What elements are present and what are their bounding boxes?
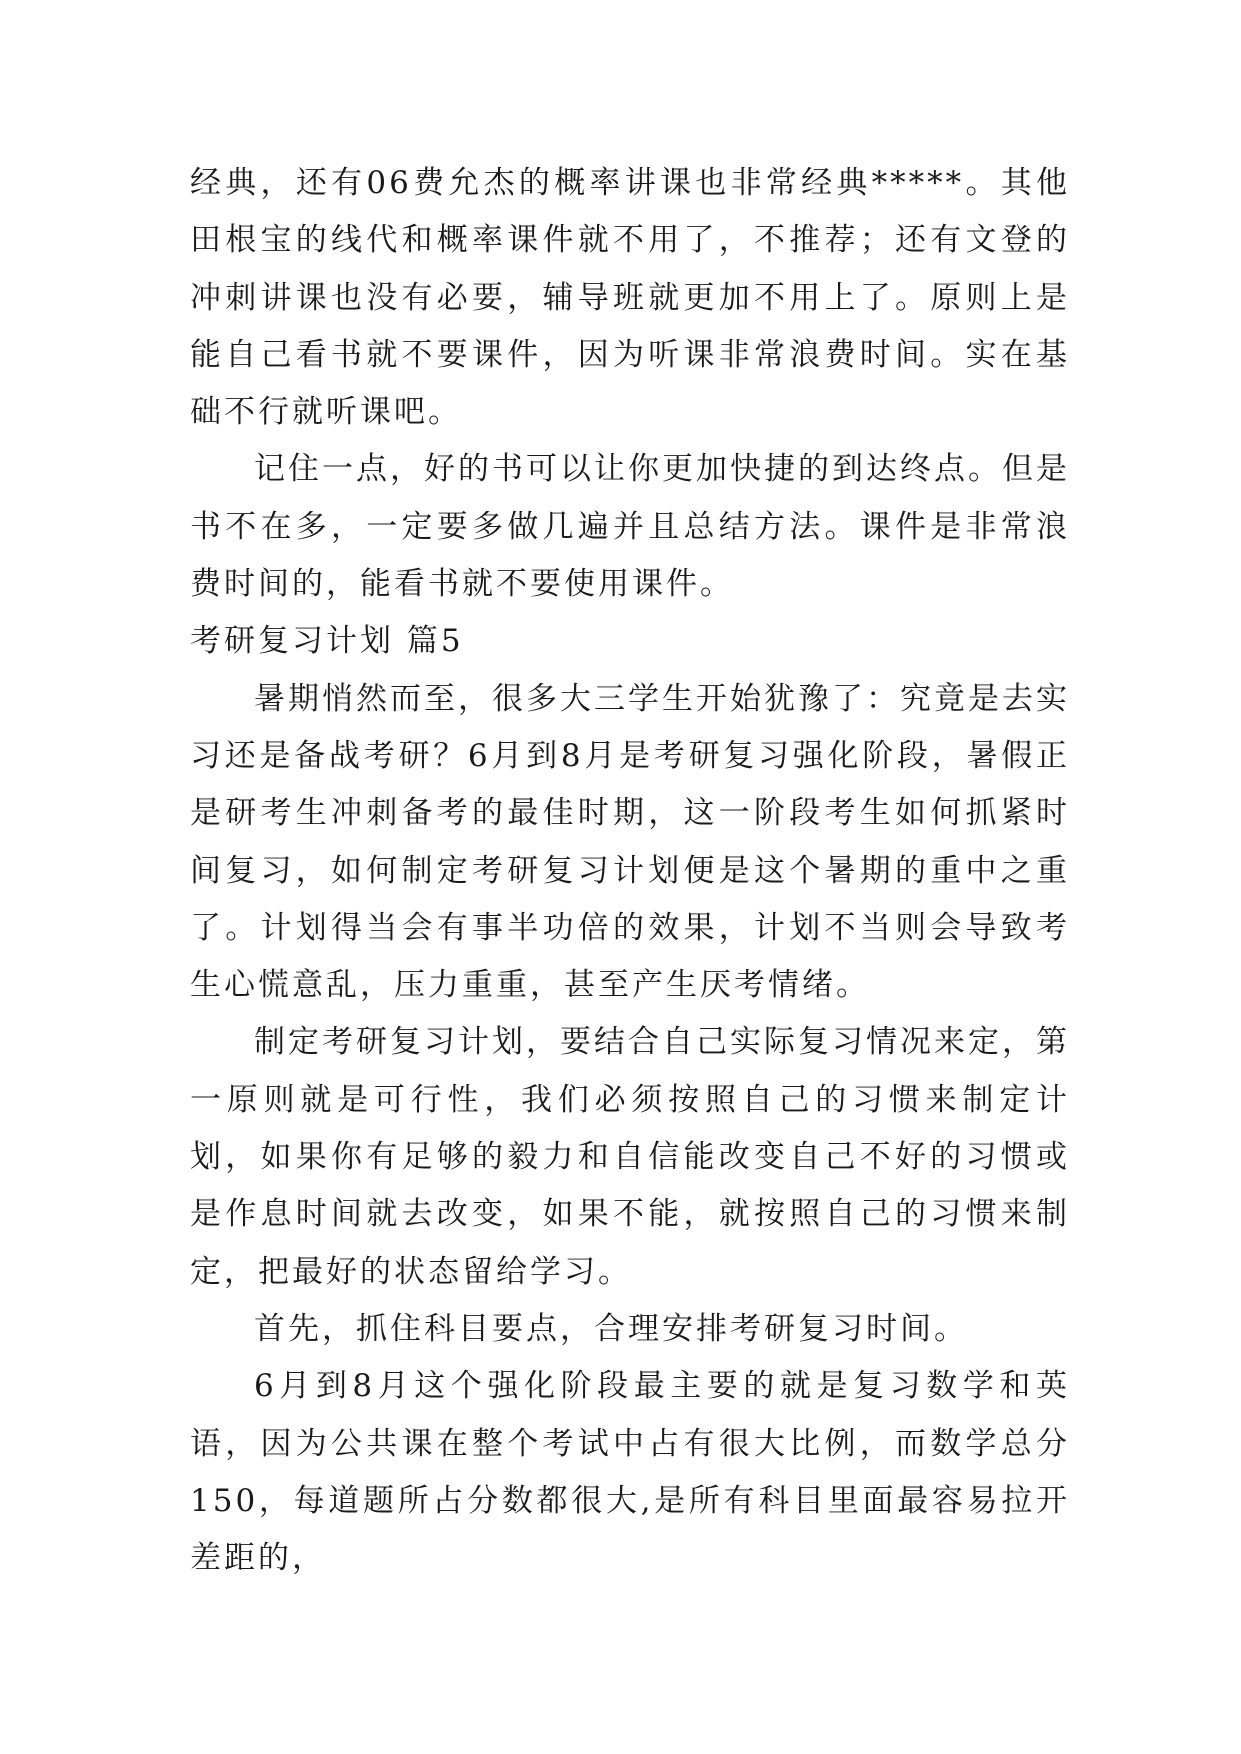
paragraph-4: 制定考研复习计划，要结合自己实际复习情况来定，第一原则就是可行性，我们必须按照自己的习惯来制定计划，如果你有足够的毅力和自信能改变自己不好的习惯或是作息时间就去改变，如果不能，就按照自己的习惯来制定，把最好的状态留给学习。 [190,1024,1070,1290]
paragraph-1: 经典，还有06费允杰的概率讲课也非常经典*****。其他田根宝的线代和概率课件就不用了，不推荐；还有文登的冲刺讲课也没有必要，辅导班就更加不用上了。原则上是能自己看书就不要课件，因为听课非常浪费时间。实在基础不行就听课吧。 [190,165,1070,431]
paragraph-2: 记住一点，好的书可以让你更加快捷的到达终点。但是书不在多，一定要多做几遍并且总结方法。课件是非常浪费时间的，能看书就不要使用课件。 [190,451,1070,603]
paragraph-5: 首先，抓住科目要点，合理安排考研复习时间。 [254,1310,968,1347]
paragraph-6: 6月到8月这个强化阶段最主要的就是复习数学和英语，因为公共课在整个考试中占有很大比例，而数学总分150，每道题所占分数都很大,是所有科目里面最容易拉开差距的， [190,1368,1070,1577]
paragraph-3: 暑期悄然而至，很多大三学生开始犹豫了：究竟是去实习还是备战考研？6月到8月是考研复习强化阶段，暑假正是研考生冲刺备考的最佳时期，这一阶段考生如何抓紧时间复习，如何制定考研复习计划便是这个暑期的重中之重了。计划得当会有事半功倍的效果，计划不当则会导致考生心慌意乱，压力重重，甚至产生厌考情绪。 [190,680,1070,1004]
section-heading: 考研复习计划 篇5 [190,623,464,660]
document-body [190,155,1070,1587]
